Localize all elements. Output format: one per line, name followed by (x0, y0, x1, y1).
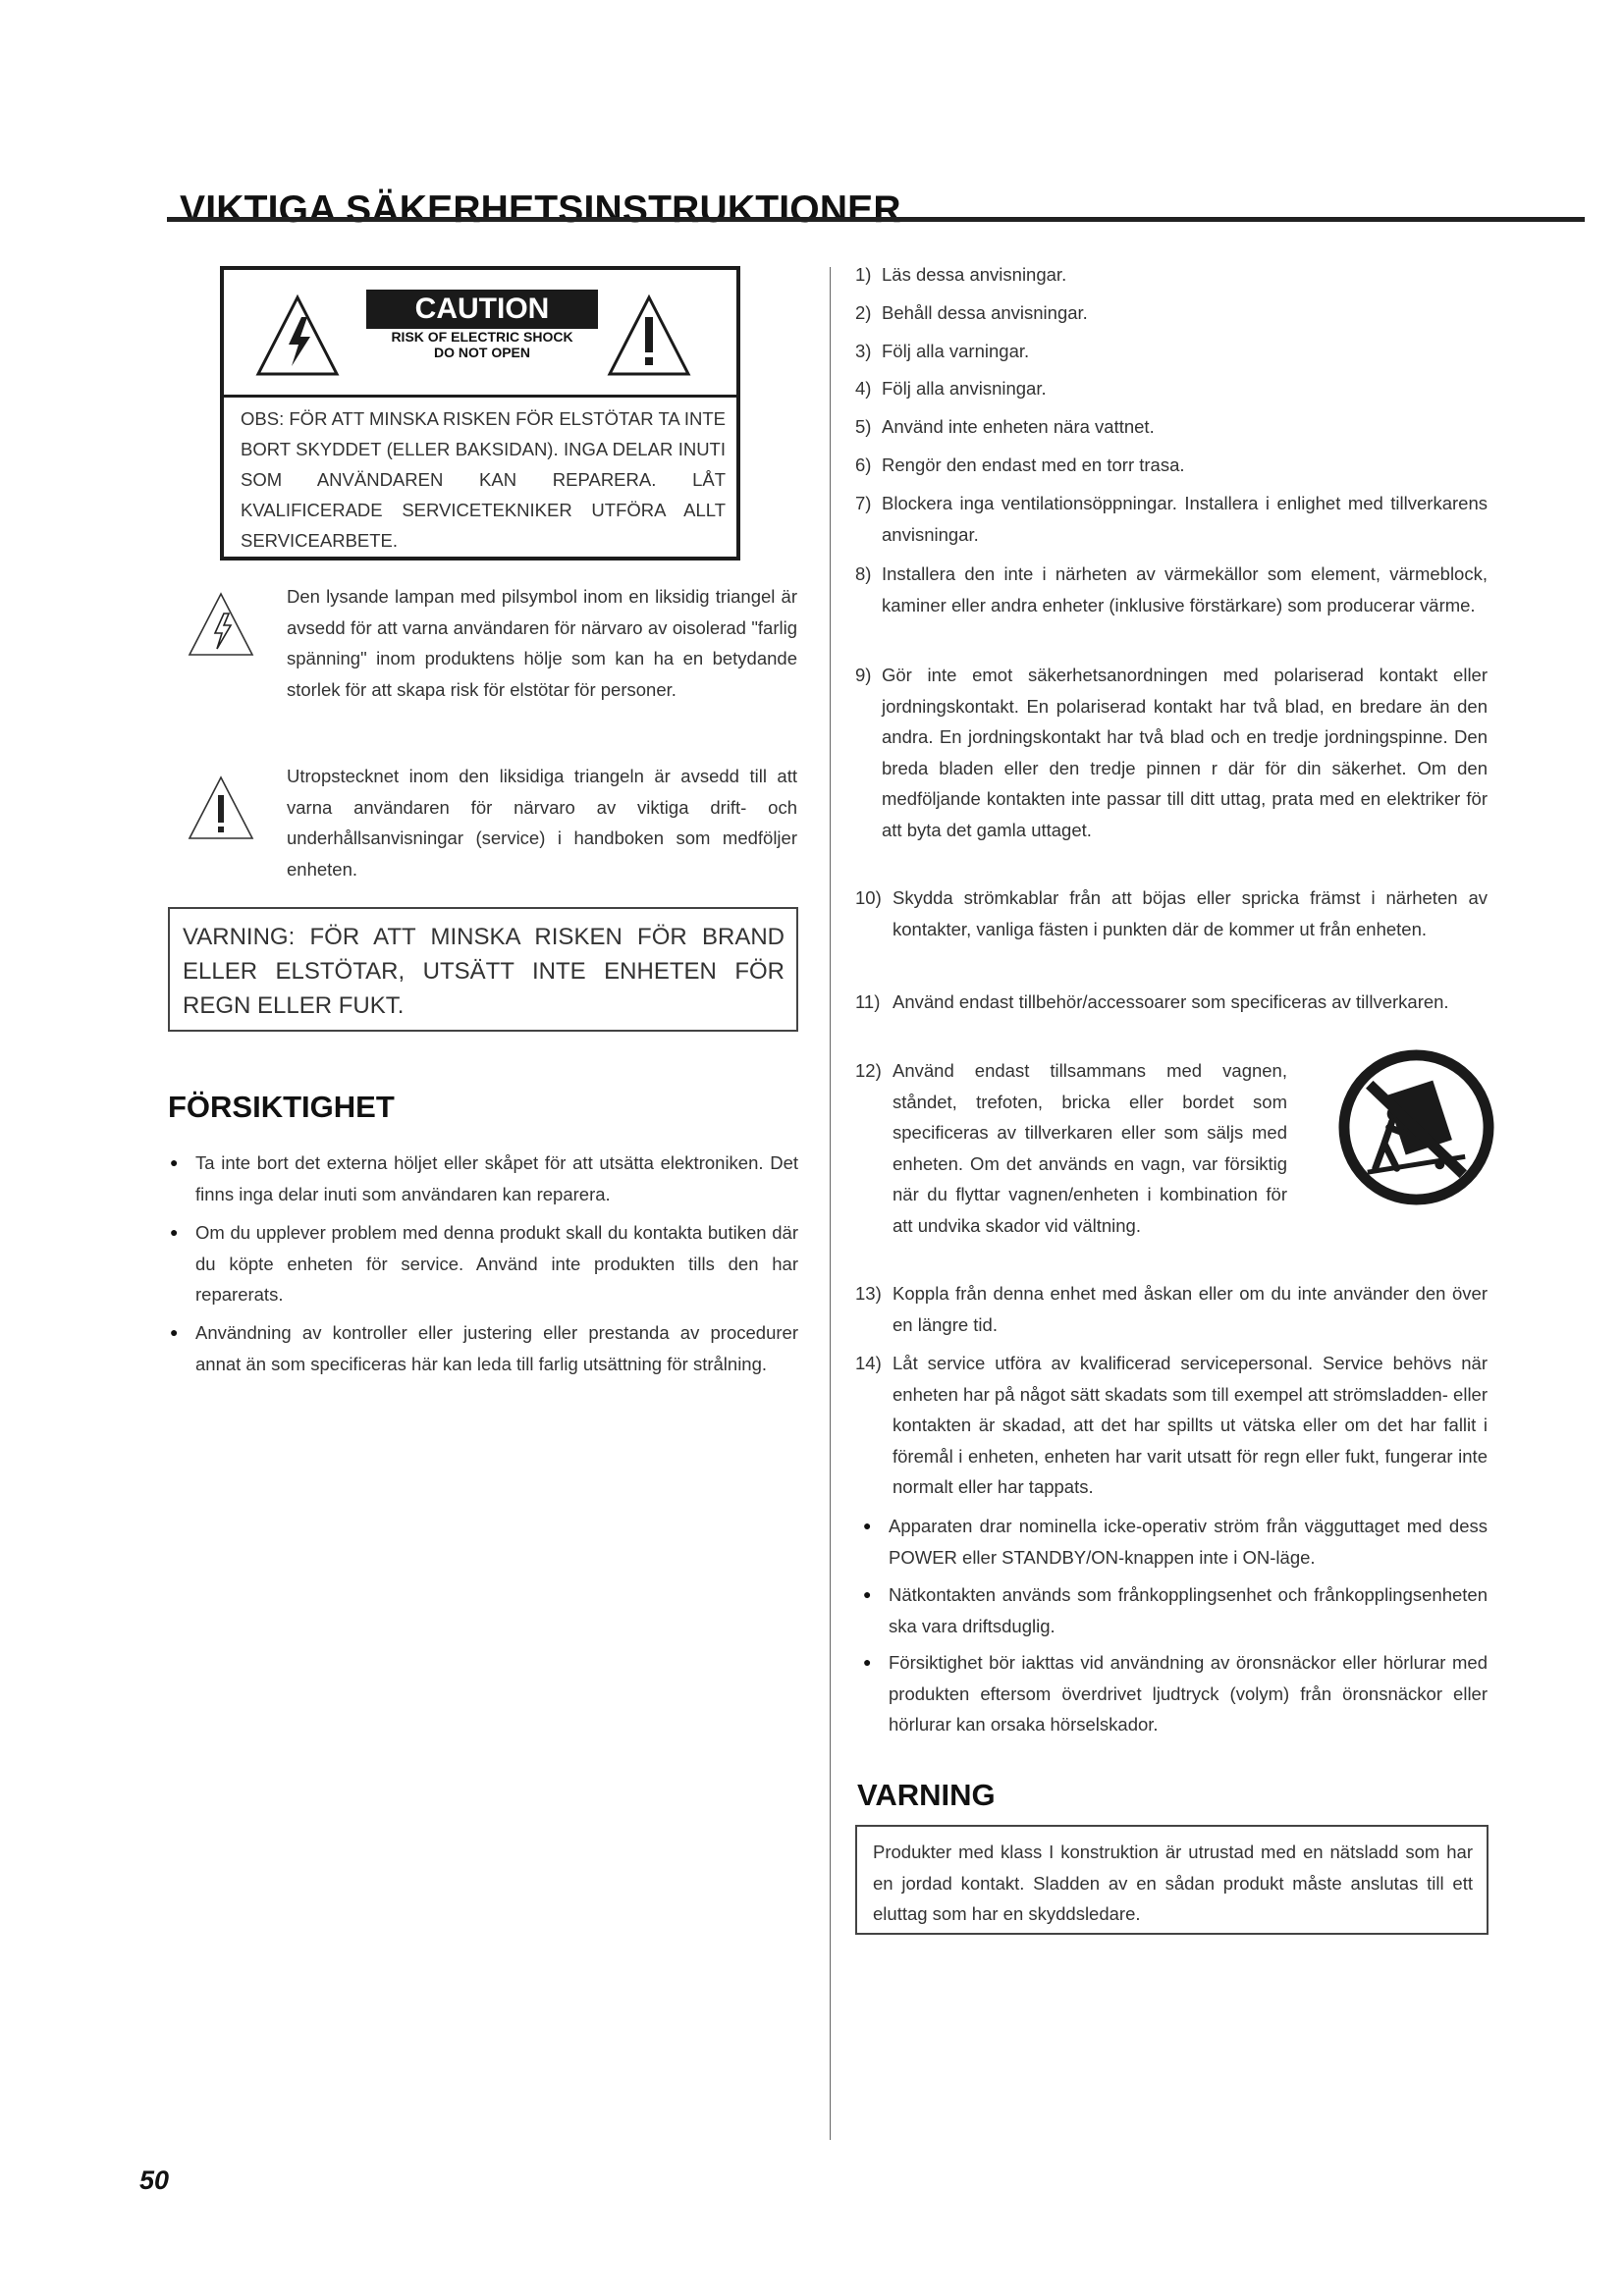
page-number: 50 (139, 2165, 170, 2195)
bullet-icon: ● (170, 1324, 179, 1340)
power-bullet: ● Apparaten drar nominella icke-operativ ström från vägguttaget med dess POWER eller STANDBY/ON-knappen inte i ON-läge. (863, 1511, 1488, 1573)
power-bullet: ● Nätkontakten används som frånkopplingsenhet och frånkopplingsenheten ska vara driftsduglig. (863, 1579, 1488, 1641)
instruction-item: 7) Blockera inga ventilationsöppningar. Installera i enlighet med tillverkarens anvisningar. (855, 493, 1488, 545)
instruction-item: 3) Följ alla varningar. (855, 341, 1030, 361)
page-title: VIKTIGA SÄKERHETSINSTRUKTIONER (180, 188, 901, 232)
forsiktighet-heading: FÖRSIKTIGHET (168, 1090, 395, 1124)
instruction-item: 10) Skydda strömkablar från att böjas eller spricka främst i närheten av kontakter, vanliga fästen i punkten där de kommer ut från enheten. (855, 887, 1488, 939)
caution-note: OBS: FÖR ATT MINSKA RISKEN FÖR ELSTÖTAR TA INTE BORT SKYDDET (ELLER BAKSIDAN). INGA DELAR INUTI SOM ANVÄNDAREN KAN REPARERA. LÅT KVALIFICERADE SERVICETEKNIKER UTFÖRA ALLT SERVICEARBETE. (241, 408, 726, 551)
class-one-box: Produkter med klass I konstruktion är utrustad med en nätsladd som har en jordad kontakt. Sladden av en sådan produkt måste anslutas till ett eluttag som har en skyddsledare. (855, 1825, 1489, 1935)
instruction-item: 11) Använd endast tillbehör/accessoarer som specificeras av tillverkaren. (855, 991, 1449, 1012)
column-divider (830, 267, 831, 2140)
caution-sub-label (366, 329, 598, 360)
power-bullet: ● Försiktighet bör iakttas vid användning av öronsnäckor eller hörlurar med produkten eftersom överdrivet ljudtryck (volym) från öronsnäckor eller hörlurar kan orsaka hörselskador. (863, 1647, 1488, 1740)
instruction-item: 12) Använd endast tillsammans med vagnen, ståndet, trefoten, bricka eller bordet som specificeras av tillverkaren eller som säljs med enheten. Om det används en vagn, var försiktig när du flyttar vagnen/enheten i kombination för att undvika skador vid vältning. (855, 1060, 1287, 1236)
instruction-item: 8) Installera den inte i närheten av värmekällor som element, värmeblock, kaminer eller andra enheter (inklusive förstärkare) som producerar värme. (855, 563, 1488, 615)
forsiktighet-item: ● Användning av kontroller eller justering eller prestanda av procedurer annat än som specificeras här kan leda till farlig utsättning för strålning. (170, 1317, 798, 1379)
instruction-item: 9) Gör inte emot säkerhetsanordningen med polariserad kontakt eller jordningskontakt. En polariserad kontakt har två blad, en bredare än den andra. En jordningskontakt har två blad och en tredje jordningspinne. Den breda bladen eller den tredje pinnen r där för din säkerhet. Om den medföljande kontakten inte passar till ditt uttag, prata med en elektriker för att byta det gamla uttaget. (855, 665, 1488, 840)
instruction-item: 13) Koppla från denna enhet med åskan eller om du inte använder den över en längre tid. (855, 1283, 1488, 1335)
exclamation-warning-icon (607, 294, 691, 378)
bullet-icon: ● (170, 1224, 179, 1240)
instruction-item: 5) Använd inte enheten nära vattnet. (855, 416, 1155, 437)
caution-box (220, 266, 740, 561)
instruction-item: 6) Rengör den endast med en torr trasa. (855, 454, 1185, 475)
lightning-symbol-icon (187, 590, 255, 659)
bullet-icon: ● (170, 1154, 179, 1170)
caution-separator (224, 395, 736, 398)
varning-heading: VARNING (857, 1778, 996, 1812)
caution-sub-line1: RISK OF ELECTRIC SHOCK (391, 329, 573, 345)
instruction-item: 1) Läs dessa anvisningar. (855, 264, 1067, 285)
instruction-item: 4) Följ alla anvisningar. (855, 378, 1047, 399)
bullet-icon: ● (863, 1654, 872, 1670)
title-rule (167, 217, 1585, 222)
fire-warning-box: VARNING: FÖR ATT MINSKA RISKEN FÖR BRAND ELLER ELSTÖTAR, UTSÄTT INTE ENHETEN FÖR REGN ELLER FUKT. (168, 907, 798, 1032)
exclamation-description: Utropstecknet inom den liksidiga triangeln är avsedd till att varna användaren för närvaro av viktiga drift- och underhållsanvisningar (service) i handboken som medföljer enheten. (287, 766, 797, 880)
forsiktighet-item: ● Ta inte bort det externa höljet eller skåpet för att utsätta elektroniken. Det finns inga delar inuti som användaren kan reparera. (170, 1148, 798, 1209)
lightning-warning-icon (255, 294, 340, 378)
bullet-icon: ● (863, 1586, 872, 1602)
forsiktighet-item: ● Om du upplever problem med denna produkt skall du kontakta butiken där du köpte enheten för service. Använd inte produkten tills den har reparerats. (170, 1217, 798, 1310)
exclamation-symbol-icon (187, 774, 255, 842)
instruction-item: 2) Behåll dessa anvisningar. (855, 302, 1088, 323)
lightning-description: Den lysande lampan med pilsymbol inom en liksidig triangel är avsedd för att varna användaren för närvaro av oisolerad "farlig spänning" inom produktens hölje som kan ha en betydande storlek för att skapa risk för elstötar för personer. (287, 586, 797, 700)
caution-label: CAUTION (366, 290, 598, 329)
instruction-item: 14) Låt service utföra av kvalificerad servicepersonal. Service behövs när enheten har på något sätt skadats som till exempel att strömsladden- eller kontakten är skadad, att det har spillts ut vätska eller om det har fallit i föremål i enheten, enheten har varit utsatt för regn eller fukt, fungerar inte normalt eller har tappats. (855, 1353, 1488, 1497)
bullet-icon: ● (863, 1518, 872, 1533)
cart-tip-over-icon (1338, 1049, 1494, 1205)
caution-sub-line2: DO NOT OPEN (433, 345, 530, 360)
